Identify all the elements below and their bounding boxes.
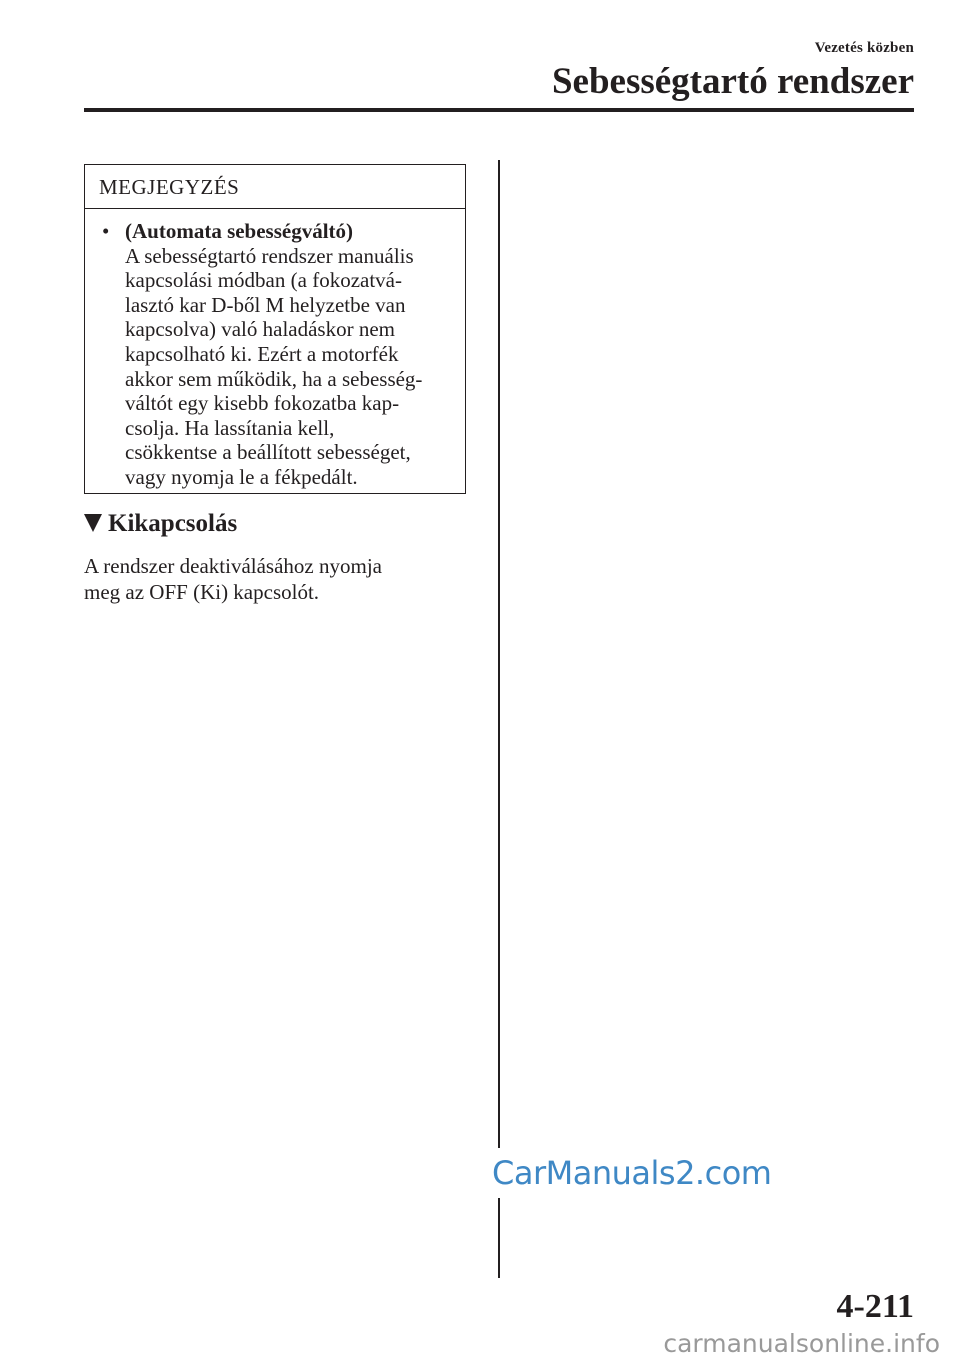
section-heading-text: Kikapcsolás <box>108 510 238 537</box>
note-line: csolja. Ha lassítania kell, <box>125 415 335 440</box>
note-line: váltót egy kisebb fokozatba kap- <box>125 391 400 416</box>
body-line: meg az OFF (Ki) kapcsolót. <box>84 580 320 604</box>
note-line: lasztó kar D-ből M helyzetbe van <box>125 292 406 317</box>
note-line: kapcsolva) való haladáskor nem <box>125 317 395 342</box>
bullet-icon: • <box>102 219 110 243</box>
note-item-title: (Automata sebességváltó) <box>125 219 354 243</box>
section-heading <box>84 508 237 540</box>
note-line: vagy nyomja le a fékpedált. <box>125 464 358 489</box>
column-divider <box>498 160 500 1278</box>
page-title: Sebességtartó rendszer <box>551 61 914 102</box>
header-rule <box>84 108 914 112</box>
note-box <box>84 164 466 494</box>
note-line: akkor sem működik, ha a sebesség- <box>125 366 423 391</box>
watermark-logo: CarManuals2.com <box>492 1148 754 1198</box>
note-line: kapcsolható ki. Ezért a motorfék <box>125 341 399 366</box>
triangle-down-icon <box>84 514 102 532</box>
chapter-label: Vezetés közben <box>814 40 914 56</box>
note-heading: MEGJEGYZÉS <box>85 165 465 209</box>
note-line: A sebességtartó rendszer manuális <box>125 243 414 268</box>
body-line: A rendszer deaktiválásához nyomja <box>84 554 382 578</box>
note-body <box>85 209 465 490</box>
note-line: csökkentse a beállított sebességet, <box>125 440 411 465</box>
note-line: kapcsolási módban (a fokozatvá- <box>125 268 402 293</box>
page-number: 4-211 <box>836 1288 914 1325</box>
section-body <box>84 553 382 605</box>
site-watermark: carmanualsonline.info <box>663 1329 940 1358</box>
